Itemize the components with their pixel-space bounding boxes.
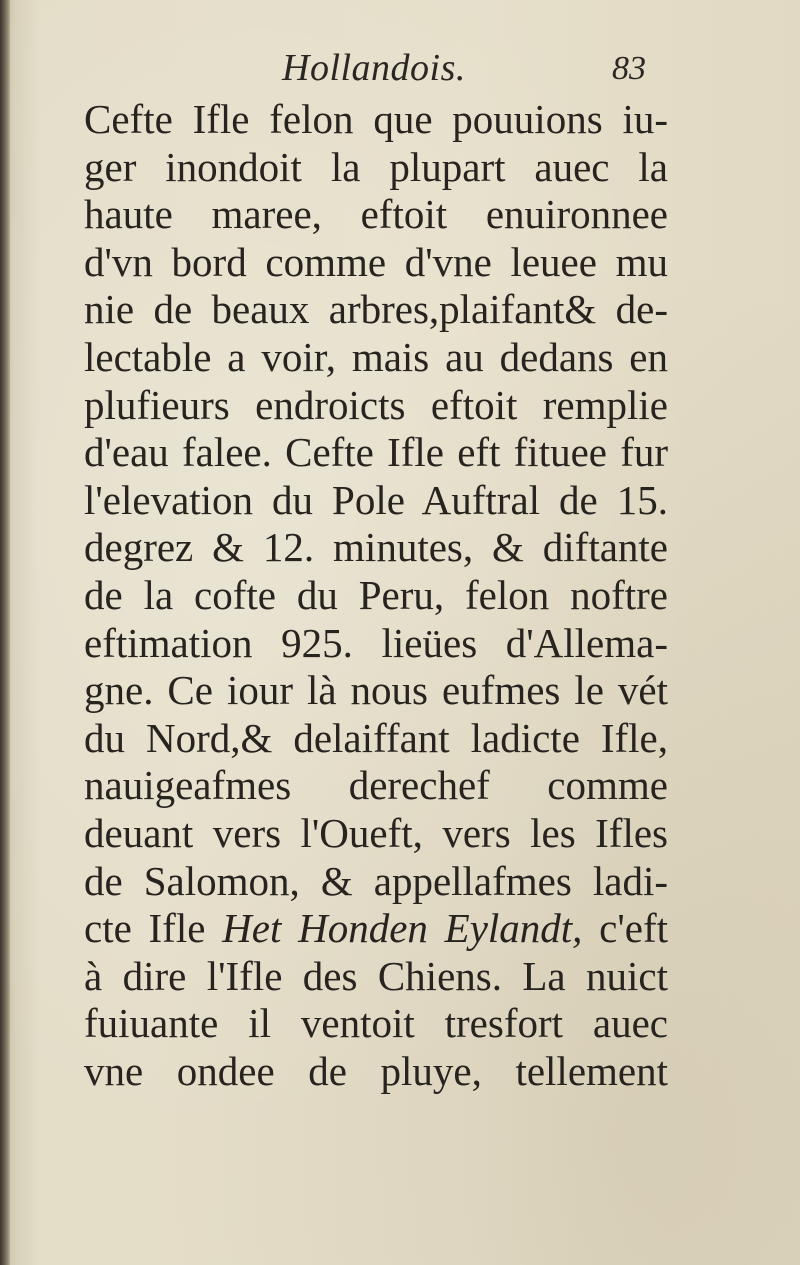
page-number: 83 xyxy=(612,50,646,87)
text-line: d'vn bord comme d'vne leuee mu xyxy=(84,238,668,285)
text-line: de Salomon, & appellafmes ladi- xyxy=(84,857,668,904)
text-line: du Nord,& delaiffant ladicte Ifle, xyxy=(84,714,668,761)
text-segment: c'eft xyxy=(582,905,669,952)
running-head xyxy=(0,44,800,94)
text-segment: cte Ifle xyxy=(84,905,223,952)
text-line: de la cofte du Peru, felon noftre xyxy=(84,571,668,618)
body-text xyxy=(84,96,668,1095)
text-line: ger inondoit la plupart auec la xyxy=(84,143,668,190)
text-line: deuant vers l'Oueft, vers les Ifles xyxy=(84,809,668,856)
text-line: lectable a voir, mais au dedans en xyxy=(84,333,668,380)
text-line: Cefte Ifle felon que pouuions iu- xyxy=(84,96,668,142)
text-line: à dire l'Ifle des Chiens. La nuict xyxy=(84,952,668,999)
text-line: plufieurs endroicts eftoit remplie xyxy=(84,381,668,428)
text-line: l'elevation du Pole Auftral de 15. xyxy=(84,476,668,523)
text-line: eftimation 925. lieües d'Allema- xyxy=(84,619,668,666)
text-line: gne. Ce iour là nous eufmes le vét xyxy=(84,667,668,714)
running-title: Hollandois. xyxy=(282,47,466,89)
text-line: degrez & 12. minutes, & diftante xyxy=(84,524,668,571)
text-line: haute maree, eftoit enuironnee xyxy=(84,191,668,238)
text-line: nauigeafmes derechef comme xyxy=(84,762,668,809)
text-line: nie de beaux arbres,plaifant& de- xyxy=(84,286,668,333)
island-name-italic: Het Honden Eylandt, xyxy=(222,905,583,952)
text-line: vne ondee de pluye, tellement xyxy=(84,1047,668,1094)
page-gutter xyxy=(0,0,10,1265)
text-line: d'eau falee. Cefte Ifle eft fituee fur xyxy=(84,429,668,476)
text-line: fuiuante il ventoit tresfort auec xyxy=(84,1000,668,1047)
text-line-with-italic-name xyxy=(84,905,668,953)
